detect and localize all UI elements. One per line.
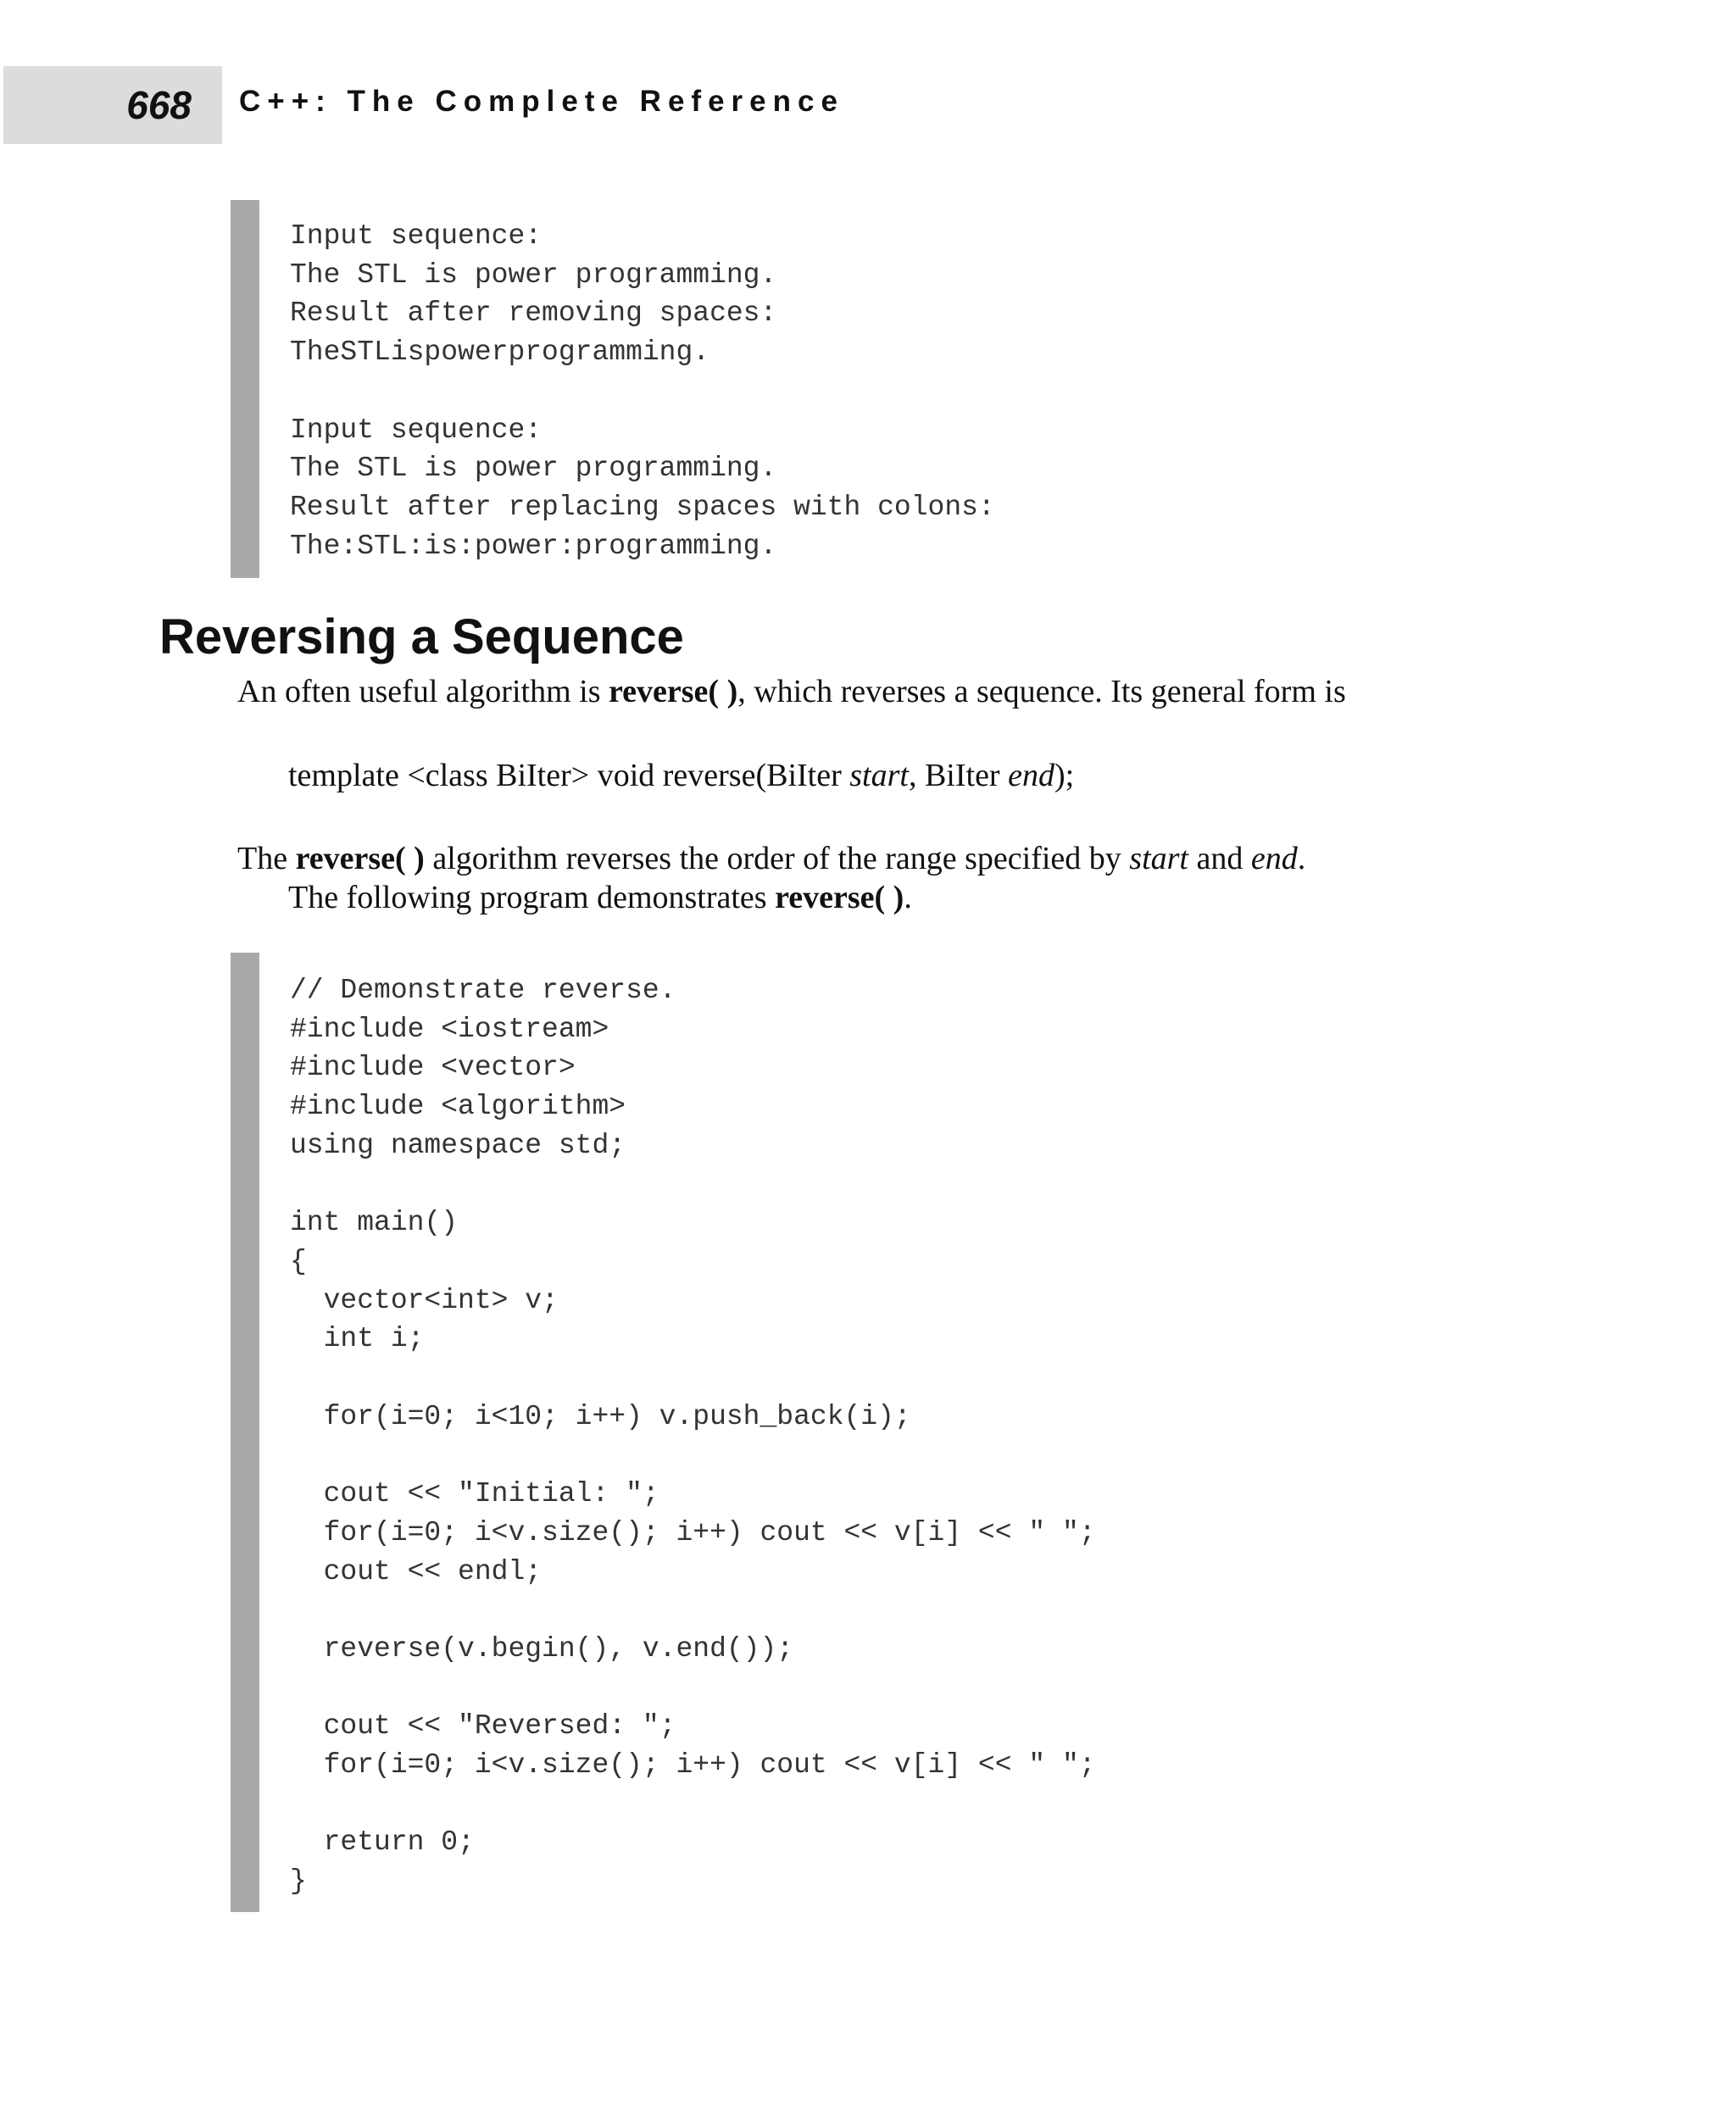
program-output-text: Input sequence: The STL is power programming. Result after removing spaces: TheSTLispowerprogramming. Input sequence: The STL is power programming. Result after replacing spaces with colons: The:STL:is:power:programming. <box>290 220 995 562</box>
running-head-title: C++: The Complete Reference <box>239 85 844 118</box>
general-form-signature: template <class BiIter> void reverse(BiIter start, BiIter end); <box>288 758 1075 793</box>
code-margin-bar <box>231 953 259 1912</box>
param-end: end <box>1008 758 1054 793</box>
program-listing-text: // Demonstrate reverse. #include <iostream> #include <vector> #include <algorithm> using namespace std; int main() { vector<int> v; int i; for(i=0; i<10; i++) v.push_back(i); cout << "Initial: "; for(i=0; i<v.size(); i++) cout << v[i] << " "; cout << endl; reverse(v.begin(), v.end()); cout << "Reversed: "; for(i=0; i<v.size(); i++) cout << v[i] << " "; return 0; } <box>290 975 1096 1898</box>
page-number: 668 <box>126 83 192 127</box>
program-intro-sentence: The following program demonstrates reverse( ). <box>288 880 912 915</box>
reverse-function-name: reverse( ) <box>775 880 904 915</box>
intro-paragraph: An often useful algorithm is reverse( ), which reverses a sequence. Its general form is <box>237 674 1346 709</box>
page-number-tab <box>3 66 222 144</box>
section-heading: Reversing a Sequence <box>159 609 684 664</box>
reverse-function-name: reverse( ) <box>608 674 738 709</box>
param-start: start <box>849 758 909 793</box>
description-paragraph: The reverse( ) algorithm reverses the order of the range specified by start and end. <box>237 841 1306 876</box>
reverse-function-name: reverse( ) <box>295 841 425 876</box>
code-margin-bar <box>231 200 259 578</box>
param-start: start <box>1129 841 1188 876</box>
param-end: end <box>1250 841 1298 876</box>
